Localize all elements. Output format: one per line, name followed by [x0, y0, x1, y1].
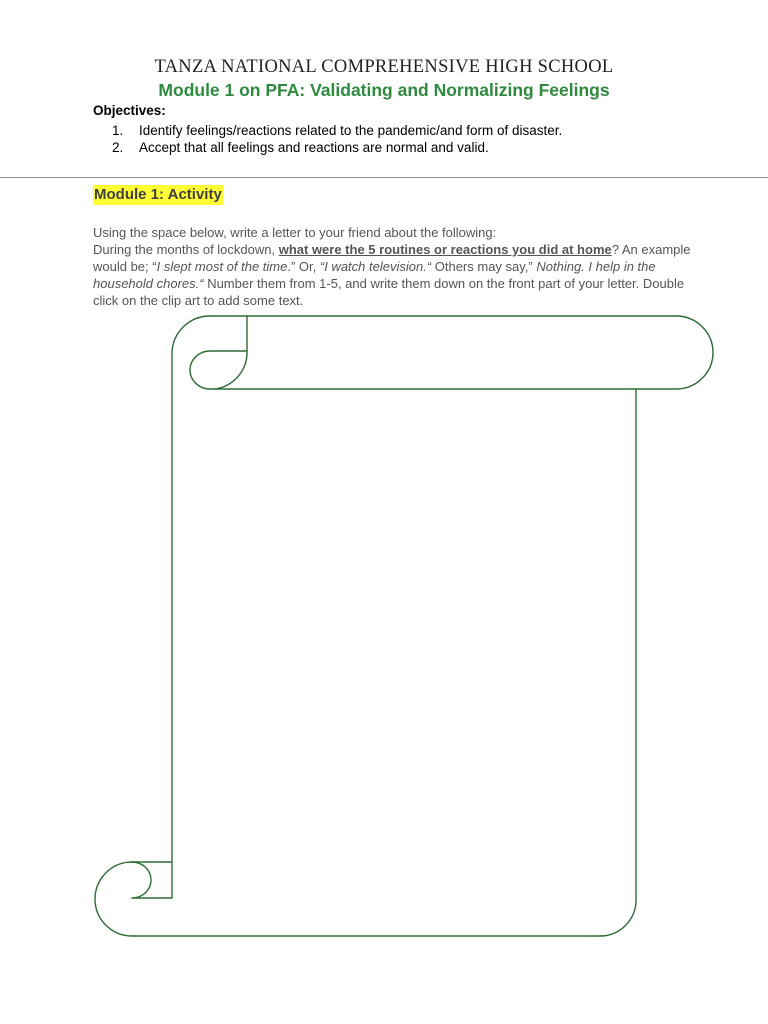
activity-title: Module 1: Activity	[94, 186, 222, 203]
objectives-heading: Objectives:	[93, 103, 166, 118]
example-text: I slept most of the time	[156, 259, 288, 274]
scroll-top-roll	[190, 316, 713, 389]
objective-text: Identify feelings/reactions related to the pandemic/and form of disaster.	[139, 123, 563, 138]
example-text: “I watch television.“	[319, 259, 432, 274]
instructions-text: .” Or,	[287, 259, 320, 274]
instructions-text: Number them from 1-5, and write them down on the front part of your letter. Double click on the clip art to add some text.	[93, 276, 685, 308]
objective-text: Accept that all feelings and reactions are normal and valid.	[139, 140, 489, 155]
scroll-top-curl	[215, 316, 247, 389]
objective-number: 1.	[112, 123, 124, 138]
scroll-bottom-roll	[95, 862, 600, 936]
scroll-bottom-curl	[132, 862, 172, 898]
module-title: Module 1 on PFA: Validating and Normalizing Feelings	[158, 80, 610, 100]
instructions-text: ? An example would be; “	[93, 242, 691, 274]
instructions-text: Others may say,”	[431, 259, 537, 274]
question-text: what were the 5 routines or reactions you did at home	[278, 242, 612, 257]
school-name: TANZA NATIONAL COMPREHENSIVE HIGH SCHOOL	[154, 57, 614, 77]
instructions-text: During the months of lockdown,	[93, 242, 279, 257]
scroll-right-edge	[600, 389, 636, 936]
example-text: Nothing. I help in the household chores.“	[93, 259, 656, 291]
scroll-left-edge	[172, 316, 210, 862]
objective-number: 2.	[112, 140, 124, 155]
instructions-intro: Using the space below, write a letter to your friend about the following:	[93, 225, 497, 240]
